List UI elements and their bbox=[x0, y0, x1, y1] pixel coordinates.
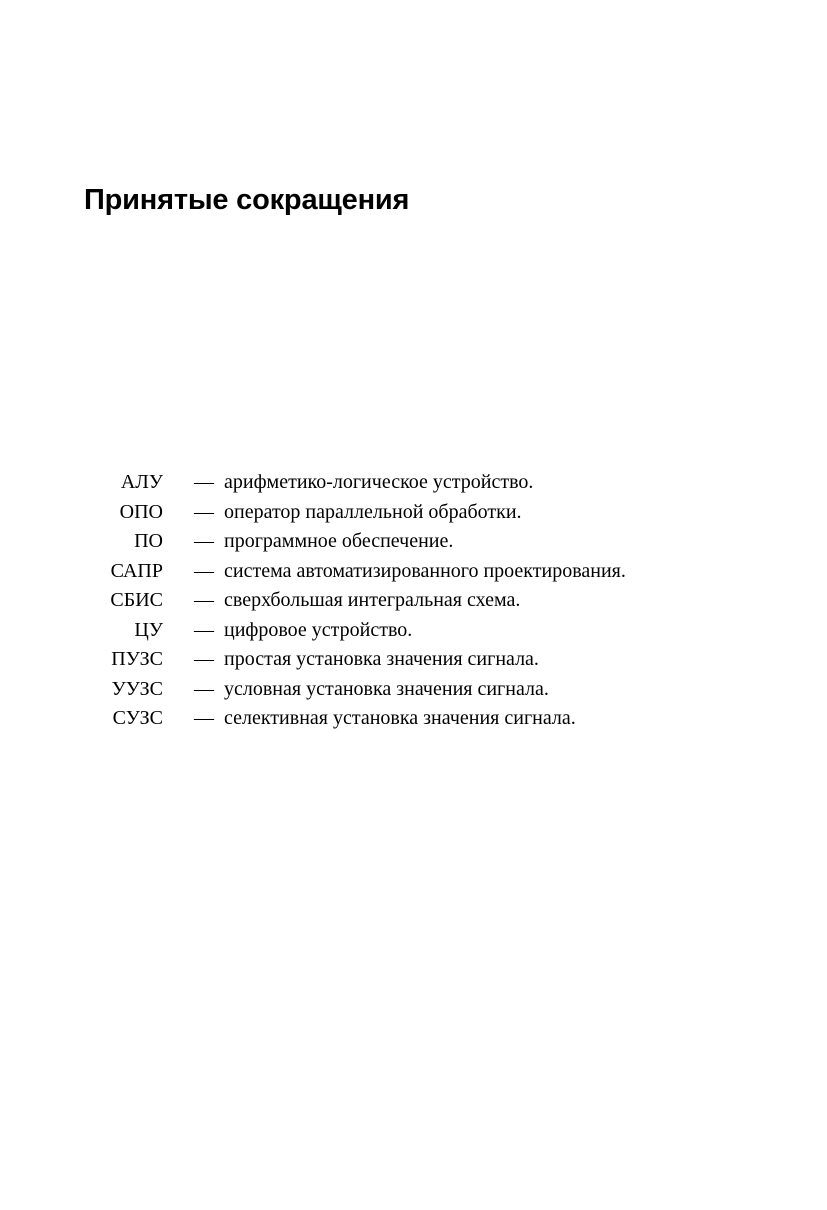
abbreviation-row bbox=[0, 675, 827, 705]
abbreviation-dash: — bbox=[194, 500, 214, 523]
abbreviation-definition: цифровое устройство. bbox=[224, 618, 413, 641]
page-title: Принятые сокращения bbox=[84, 184, 410, 216]
abbreviation-definition: условная установка значения сигнала. bbox=[224, 677, 549, 700]
abbreviation-row bbox=[0, 468, 827, 498]
abbreviation-dash: — bbox=[194, 677, 214, 700]
abbreviation-term: ПУЗС bbox=[111, 648, 163, 670]
abbreviation-definition: селективная установка значения сигнала. bbox=[224, 707, 576, 729]
abbreviation-row bbox=[0, 645, 827, 675]
abbreviation-row bbox=[0, 557, 827, 587]
abbreviation-term: АЛУ bbox=[120, 471, 163, 493]
abbreviation-term: СУЗС bbox=[112, 707, 163, 729]
abbreviation-term: САПР bbox=[110, 559, 163, 582]
abbreviation-dash: — bbox=[194, 530, 214, 552]
abbreviation-list bbox=[0, 468, 827, 734]
abbreviation-term: ОПО bbox=[119, 500, 163, 523]
abbreviation-term: СБИС bbox=[110, 589, 163, 611]
abbreviation-dash: — bbox=[194, 707, 214, 729]
abbreviation-dash: — bbox=[194, 589, 214, 611]
abbreviation-row bbox=[0, 527, 827, 557]
abbreviation-row bbox=[0, 704, 827, 734]
abbreviation-term: ЦУ bbox=[134, 618, 163, 641]
abbreviation-dash: — bbox=[194, 471, 214, 493]
abbreviation-definition: программное обеспечение. bbox=[224, 530, 454, 552]
abbreviation-definition: система автоматизированного проектирования. bbox=[224, 559, 626, 582]
abbreviation-dash: — bbox=[194, 559, 214, 582]
abbreviation-term: УУЗС bbox=[111, 677, 163, 700]
abbreviation-term: ПО bbox=[134, 530, 163, 552]
abbreviation-dash: — bbox=[194, 618, 214, 641]
abbreviation-definition: арифметико-логическое устройство. bbox=[224, 471, 534, 493]
abbreviation-row bbox=[0, 616, 827, 646]
abbreviation-dash: — bbox=[194, 648, 214, 670]
abbreviation-definition: простая установка значения сигнала. bbox=[224, 648, 539, 670]
abbreviation-row bbox=[0, 498, 827, 528]
abbreviation-definition: сверхбольшая интегральная схема. bbox=[224, 589, 521, 611]
abbreviation-definition: оператор параллельной обработки. bbox=[224, 500, 522, 523]
abbreviation-row bbox=[0, 586, 827, 616]
